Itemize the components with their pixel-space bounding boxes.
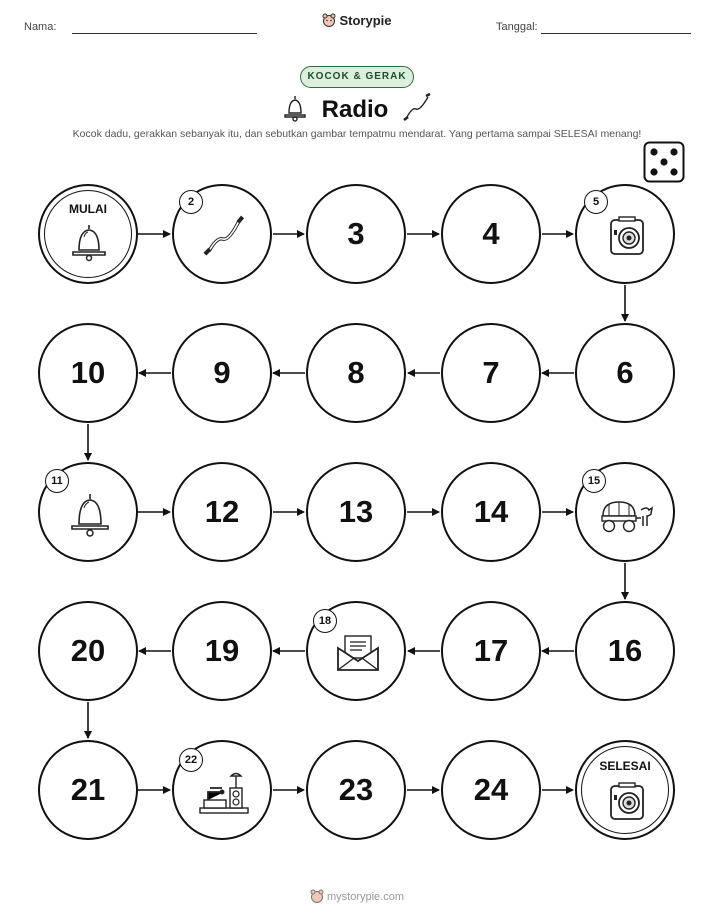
board-cell-3[interactable] — [306, 184, 406, 284]
cell-number: 7 — [482, 355, 500, 390]
board-cell-24[interactable] — [441, 740, 541, 840]
cell-badge: 22 — [179, 748, 203, 772]
board-cell-14[interactable] — [441, 462, 541, 562]
board-cell-16[interactable] — [575, 601, 675, 701]
telegraph-icon — [198, 770, 250, 816]
board-cell-start[interactable] — [38, 184, 138, 284]
title-text: Radio — [321, 96, 389, 123]
cell-number: 12 — [204, 494, 240, 529]
cell-number: 21 — [70, 772, 106, 807]
cell-number: 23 — [338, 772, 374, 807]
board-cell-6[interactable] — [575, 323, 675, 423]
board-cell-13[interactable] — [306, 462, 406, 562]
brand-name: Storypie — [339, 13, 392, 28]
bell-icon — [68, 220, 110, 262]
board-cell-9[interactable] — [172, 323, 272, 423]
cell-badge: 2 — [179, 190, 203, 214]
speaker-icon — [607, 216, 647, 258]
start-label: MULAI — [69, 202, 107, 216]
storypie-logo-icon — [310, 889, 324, 903]
board-cell-19[interactable] — [172, 601, 272, 701]
board-cell-7[interactable] — [441, 323, 541, 423]
cell-number: 9 — [213, 355, 231, 390]
board-cell-finish[interactable] — [575, 740, 675, 840]
cell-badge: 18 — [313, 609, 337, 633]
bell-icon — [68, 490, 112, 538]
footer-url[interactable]: mystorypie.com — [326, 891, 405, 903]
cell-number: 20 — [70, 633, 106, 668]
board-cell-10[interactable] — [38, 323, 138, 423]
wagon-icon — [599, 496, 655, 534]
cell-number: 16 — [607, 633, 643, 668]
speaker-icon — [608, 782, 646, 822]
instructions: Kocok dadu, gerakkan sebanyak itu, dan sebutkan gambar tempatmu mendarat. Yang pertama sampai SELESAI menang! — [72, 128, 642, 140]
board-cell-23[interactable] — [306, 740, 406, 840]
cell-number: 14 — [473, 494, 509, 529]
board-cell-20[interactable] — [38, 601, 138, 701]
cable-icon — [201, 213, 247, 259]
cell-number: 6 — [616, 355, 634, 390]
cell-number: 19 — [204, 633, 240, 668]
name-label: Nama: — [24, 21, 57, 33]
board-cell-21[interactable] — [38, 740, 138, 840]
date-label: Tanggal: — [496, 21, 538, 33]
cell-number: 24 — [473, 772, 509, 807]
cell-badge: 15 — [582, 469, 606, 493]
cell-number: 13 — [338, 494, 374, 529]
footer — [0, 889, 714, 903]
cell-badge: 11 — [45, 469, 69, 493]
board-cell-12[interactable] — [172, 462, 272, 562]
board-cell-17[interactable] — [441, 601, 541, 701]
cell-number: 17 — [473, 633, 509, 668]
envelope-icon — [335, 633, 381, 673]
cell-number: 10 — [70, 355, 106, 390]
cell-number: 4 — [482, 216, 500, 251]
finish-label: SELESAI — [599, 759, 651, 773]
cell-number: 3 — [347, 216, 365, 251]
cell-number: 8 — [347, 355, 365, 390]
board-cell-4[interactable] — [441, 184, 541, 284]
category-tag: KOCOK & GERAK — [300, 66, 414, 88]
board-cell-8[interactable] — [306, 323, 406, 423]
cell-badge: 5 — [584, 190, 608, 214]
